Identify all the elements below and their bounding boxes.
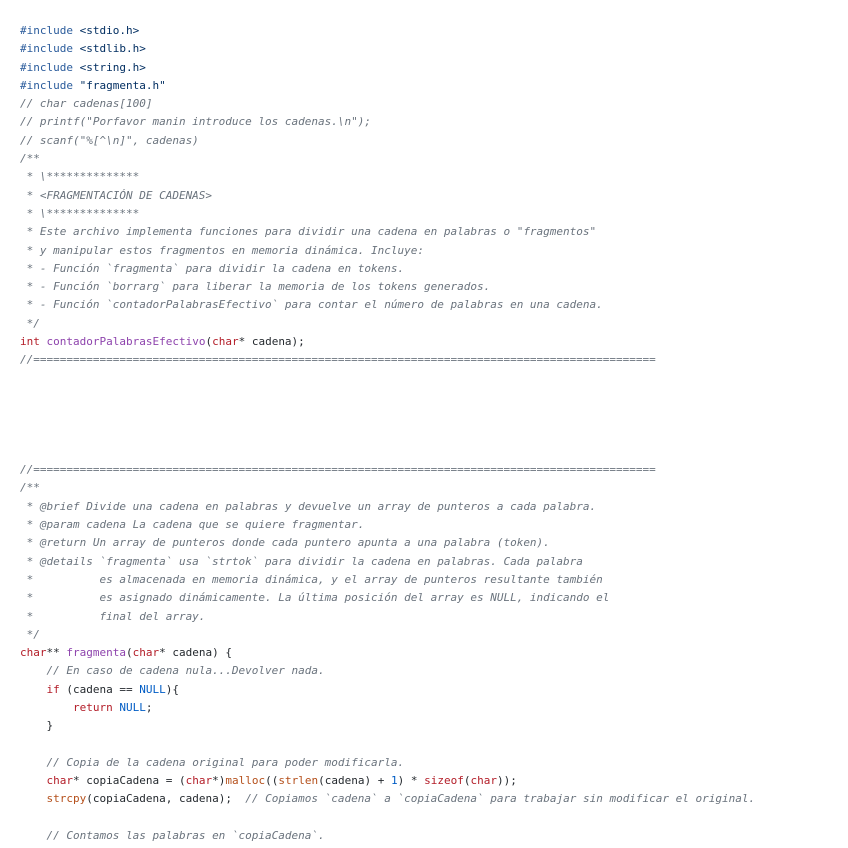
code-token: )); [496, 774, 517, 788]
code-token: #include [20, 24, 73, 37]
code-line [20, 278, 755, 296]
code-token [20, 829, 47, 842]
code-token [73, 79, 80, 92]
code-token: * es asignado dinámicamente. La última posición del array es NULL, indicando el [20, 591, 610, 605]
code-line [20, 626, 755, 644]
code-token: if [46, 682, 60, 696]
code-token [20, 683, 47, 696]
code-token: contadorPalabrasEfectivo [46, 335, 206, 349]
code-line [20, 553, 755, 571]
code-token: <string.h> [79, 60, 146, 74]
code-token: // En caso de cadena nula...Devolver nada. [46, 664, 325, 678]
code-line [20, 333, 755, 351]
code-token: // char cadenas[100] [20, 97, 153, 111]
code-line [20, 809, 755, 827]
code-line [20, 534, 755, 552]
code-line [20, 223, 755, 241]
code-line [20, 425, 755, 443]
code-token: // scanf("%[^\n]", cadenas) [20, 133, 199, 147]
code-token: (cadena == [59, 682, 140, 696]
code-token: * <FRAGMENTACIÓN DE CADENAS> [20, 188, 213, 202]
code-token: * @param cadena La cadena que se quiere fragmentar. [20, 518, 365, 532]
code-token: NULL [119, 700, 146, 714]
code-token: // Contamos las palabras en `copiaCadena`. [46, 829, 325, 843]
code-token: ** [46, 646, 67, 660]
code-line [20, 296, 755, 314]
code-line [20, 662, 755, 680]
code-line [20, 772, 755, 790]
code-token: strcpy [46, 792, 87, 806]
code-token: /** [20, 152, 40, 166]
code-line [20, 827, 755, 845]
code-line [20, 498, 755, 516]
code-token [20, 664, 47, 677]
code-token: <stdlib.h> [79, 42, 146, 56]
code-token [73, 42, 80, 55]
code-editor[interactable] [20, 22, 755, 845]
code-token: * @return Un array de punteros donde cada puntero apunta a una palabra (token). [20, 536, 550, 550]
code-token: //============================================================================================== [20, 353, 656, 367]
code-line [20, 717, 755, 735]
code-token: #include [20, 60, 73, 74]
code-token: sizeof [424, 774, 464, 788]
code-line [20, 95, 755, 113]
code-token [73, 24, 80, 37]
code-line [20, 187, 755, 205]
code-token: #include [20, 42, 73, 56]
code-line [20, 516, 755, 534]
code-line [20, 479, 755, 497]
code-token [20, 756, 47, 769]
code-line [20, 681, 755, 699]
code-line [20, 168, 755, 186]
code-token: * - Función `contadorPalabrasEfectivo` para contar el número de palabras en una cadena. [20, 298, 603, 312]
code-token: * @details `fragmenta` usa `strtok` para dividir la cadena en palabras. Cada palabra [20, 554, 583, 568]
code-token: } [20, 719, 54, 733]
code-line [20, 699, 755, 717]
code-token: return [72, 700, 113, 714]
code-token [20, 774, 47, 787]
code-token: ; [145, 700, 153, 714]
code-token: strlen [278, 774, 319, 788]
code-token: * es almacenada en memoria dinámica, y el array de punteros resultante también [20, 572, 603, 586]
code-token: ){ [165, 682, 179, 696]
code-token: int [20, 335, 40, 349]
code-line [20, 790, 755, 808]
code-token: * - Función `borrarg` para liberar la memoria de los tokens generados. [20, 280, 491, 294]
code-token: (cadena) + [318, 774, 391, 788]
code-token: *) [212, 774, 226, 788]
code-token [20, 792, 47, 805]
code-token: (( [265, 774, 279, 788]
code-token: NULL [139, 682, 166, 696]
code-line [20, 351, 755, 369]
code-line [20, 443, 755, 461]
code-line [20, 113, 755, 131]
code-token: char [132, 646, 160, 660]
code-token: ( [125, 646, 133, 660]
code-token: char [46, 774, 73, 788]
code-line [20, 461, 755, 479]
code-token: */ [20, 627, 40, 641]
code-token [20, 701, 73, 714]
code-line [20, 242, 755, 260]
code-token: * Este archivo implementa funciones para dividir una cadena en palabras o "fragmentos" [20, 225, 597, 239]
code-line [20, 150, 755, 168]
code-token: //============================================================================================== [20, 463, 656, 477]
code-line [20, 571, 755, 589]
code-line [20, 589, 755, 607]
code-token: /** [20, 481, 40, 495]
code-line [20, 205, 755, 223]
code-token: * final del array. [20, 609, 206, 623]
code-token [40, 335, 47, 348]
code-token: * \************** [20, 206, 140, 220]
code-line [20, 754, 755, 772]
code-token: // Copiamos `cadena` a `copiaCadena` para trabajar sin modificar el original. [245, 792, 756, 806]
code-token: */ [20, 316, 40, 330]
code-line [20, 260, 755, 278]
code-token: #include [20, 78, 73, 92]
code-line [20, 736, 755, 754]
code-token: char [20, 646, 47, 660]
code-token: * cadena); [238, 335, 305, 349]
code-line [20, 22, 755, 40]
code-token: ( [205, 335, 213, 349]
code-token [73, 61, 80, 74]
code-line [20, 132, 755, 150]
code-token: char [212, 335, 239, 349]
code-token: // Copia de la cadena original para poder modificarla. [46, 755, 405, 769]
code-line [20, 608, 755, 626]
code-token: 1 [390, 774, 398, 788]
code-token: * cadena) { [159, 646, 232, 660]
code-token: <stdio.h> [79, 24, 140, 37]
code-token: char [470, 774, 497, 788]
code-line [20, 77, 755, 95]
code-line [20, 644, 755, 662]
code-token: fragmenta [66, 646, 126, 660]
code-line [20, 370, 755, 388]
code-token: ) * [397, 774, 425, 788]
code-token: ( [463, 774, 471, 788]
code-token: "fragmenta.h" [79, 78, 166, 92]
code-line [20, 59, 755, 77]
code-token: char [185, 774, 213, 788]
code-token: * copiaCadena = ( [73, 774, 186, 788]
code-token: * \************** [20, 170, 140, 184]
code-token: * y manipular estos fragmentos en memoria dinámica. Incluye: [20, 243, 424, 257]
code-line [20, 40, 755, 58]
code-token: * - Función `fragmenta` para dividir la cadena en tokens. [20, 261, 405, 275]
code-token: * @brief Divide una cadena en palabras y devuelve un array de punteros a cada palabra. [20, 499, 597, 513]
code-token: // printf("Porfavor manin introduce los cadenas.\n"); [20, 115, 371, 129]
code-token: (copiaCadena, cadena); [86, 792, 246, 806]
code-line [20, 388, 755, 406]
code-token: malloc [225, 774, 266, 788]
code-line [20, 315, 755, 333]
code-line [20, 406, 755, 424]
